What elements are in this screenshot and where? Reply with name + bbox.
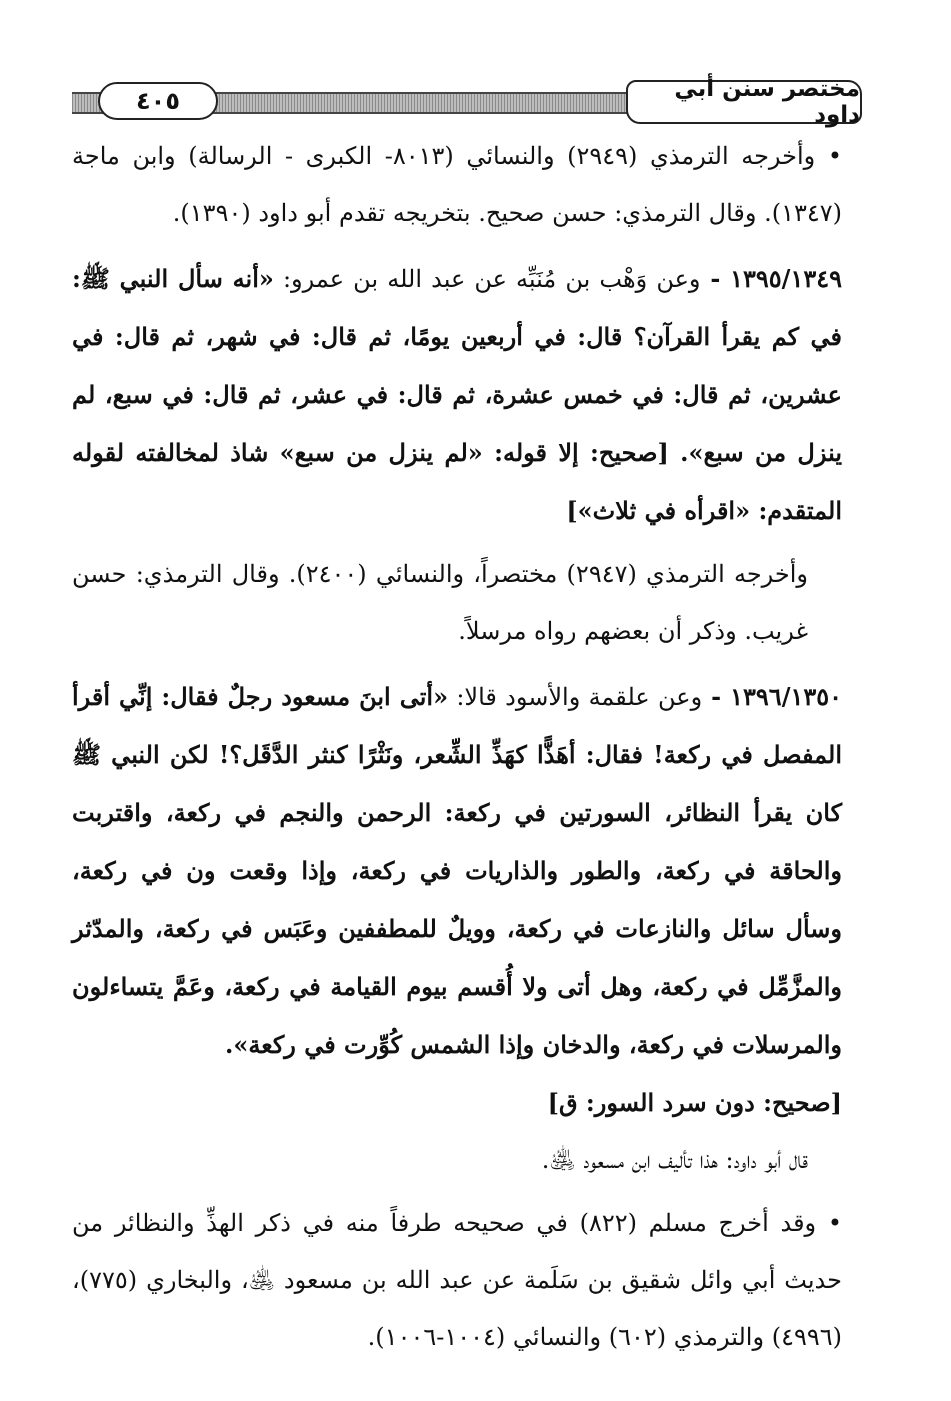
hadith-chain: وعن وَهْب بن مُنَبِّه عن عبد الله بن عمرو: (273, 265, 701, 293)
page-number: ٤٠٥ (98, 82, 218, 120)
hadith-matn: «أتى ابنَ مسعود رجلٌ فقال: إنِّي أقرأ المفصل في ركعة! فقال: أهَذًّا كهَذِّ الشِّعر، ونَثْرًا كنثر الدَّقَل؟! لكن النبي ﷺ كان يقرأ النظائر، السورتين في ركعة: الرحمن والنجم في ركعة، واقتربت والحاقة في ركعة، والطور والذاريات في ركعة، وإذا وقعت ون في ركعة، وسأل سائل والنازعات في ركعة، وويلٌ للمطففين وعَبَس في ركعة، والمدّثر والمزَّمِّل في ركعة، وهل أتى ولا أُقسم بيوم القيامة في ركعة، وعَمَّ يتساءلون والمرسلات في ركعة، والدخان وإذا الشمس كُوِّرت في ركعة». (72, 682, 843, 1059)
hadith-matn: «أنه سأل النبي ﷺ: في كم يقرأ القرآن؟ قال: في أربعين يومًا، ثم قال: في شهر، ثم قال: في عشرين، ثم قال: في خمس عشرة، ثم قال: في عشر، ثم قال: في سبع، لم ينزل من سبع». [صحيح: إلا قوله: «لم ينزل من سبع» شاذ لمخالفته لقوله المتقدم: «اقرأه في ثلاث»] (72, 264, 842, 525)
book-title: مختصر سنن أبي داود (626, 80, 862, 124)
hadith-number: ١٣٩٦/١٣٥٠ - (702, 682, 843, 711)
abu-dawud-comment: قال أبو داود: هذا تأليف ابن مسعود ﵁. (541, 1146, 808, 1174)
takhrij-note-1: • وأخرجه الترمذي (٢٩٤٩) والنسائي (٨٠١٣- الكبرى - الرسالة) وابن ماجة (١٣٤٧). وقال الترمذي: حسن صحيح. بتخريجه تقدم أبو داود (١٣٩٠). (72, 142, 842, 227)
hadith-number: ١٣٩٥/١٣٤٩ - (700, 264, 842, 293)
page-header (72, 76, 862, 128)
takhrij-note-2: وأخرجه الترمذي (٢٩٤٧) مختصراً، والنسائي (٢٤٠٠). وقال الترمذي: حسن غريب. وذكر أن بعضهم رواه مرسلاً. (72, 560, 808, 645)
hadith-1396 (72, 668, 842, 1132)
hadith-chain: وعن علقمة والأسود قالا: (448, 683, 703, 711)
page-content (72, 128, 842, 1366)
hadith-1395 (72, 250, 842, 540)
takhrij-note-3: • وقد أخرج مسلم (٨٢٢) في صحيحه طرفاً منه في ذكر الهذِّ والنظائر من حديث أبي وائل شقيق بن سَلَمة عن عبد الله بن مسعود ﵁، والبخاري (٧٧٥)، (٤٩٩٦) والترمذي (٦٠٢) والنسائي (١٠٠٤-١٠٠٦). (72, 1209, 842, 1351)
hadith-grade: [صحيح: دون سرد السور: ق] (547, 1088, 842, 1117)
